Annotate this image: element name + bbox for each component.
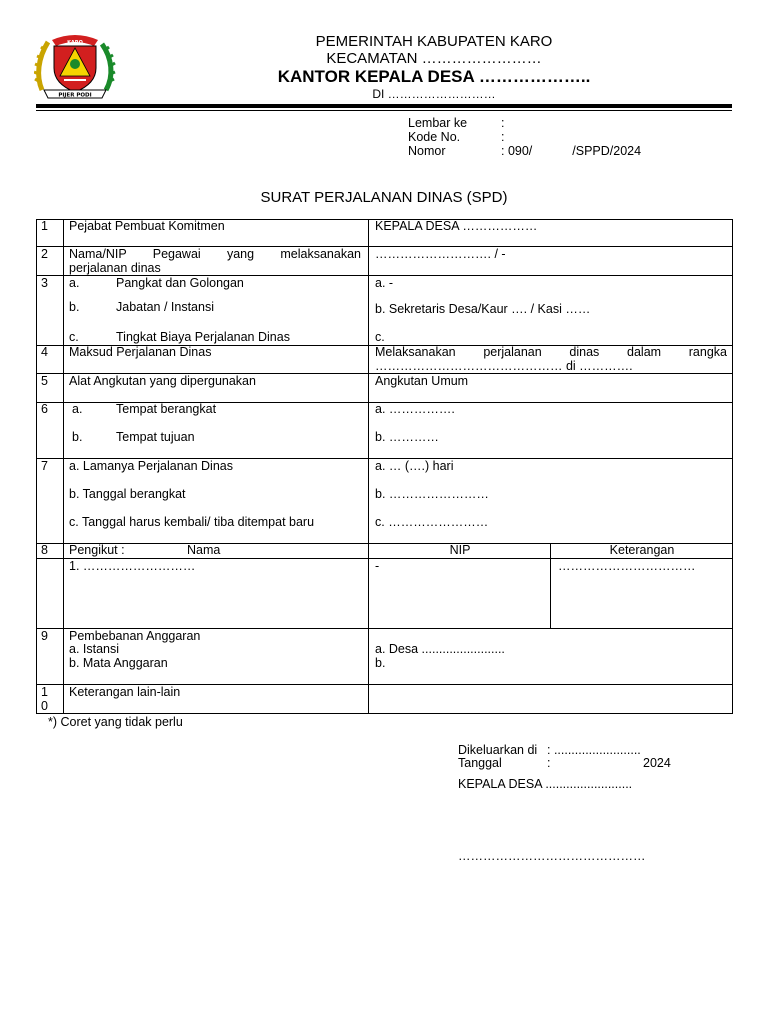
- row-10-number-line1: 1: [41, 685, 48, 699]
- row-8-col-nama: Nama: [187, 543, 221, 557]
- row-8-col-nip: NIP: [449, 543, 471, 557]
- row-6b-letter: b.: [72, 430, 83, 444]
- header-divider-thick: [36, 104, 732, 108]
- header-divider-thin: [36, 110, 732, 111]
- row-7a-value: a. … (….) hari: [375, 459, 454, 473]
- row-6a-label: Tempat berangkat: [116, 402, 217, 416]
- row-9-label-line2: a. Istansi: [69, 642, 120, 656]
- dikeluarkan-label: Dikeluarkan di: [458, 743, 538, 757]
- header-location: DI ………………………: [372, 87, 496, 101]
- row-10-number-line2: 0: [41, 699, 48, 713]
- footnote: *) Coret yang tidak perlu: [48, 715, 183, 729]
- header-office: KANTOR KEPALA DESA ………………..: [277, 67, 591, 86]
- row-2-label-line1: Nama/NIP Pegawai yang melaksanakan: [69, 247, 361, 261]
- row-8-label: Pengikut :: [69, 543, 125, 557]
- row-5-value: Angkutan Umum: [375, 374, 469, 388]
- row-3b-value: b. Sekretaris Desa/Kaur …. / Kasi ……: [375, 302, 591, 316]
- row-7c-label: c. Tanggal harus kembali/ tiba ditempat baru: [69, 515, 315, 529]
- row-3a-label: Pangkat dan Golongan: [116, 276, 244, 290]
- row-2-number: 2: [41, 247, 48, 261]
- row-8-col-keterangan: Keterangan: [609, 543, 675, 557]
- row-7a-label: a. Lamanya Perjalanan Dinas: [69, 459, 233, 473]
- row-7-number: 7: [41, 459, 48, 473]
- row-8-item-nip: -: [375, 559, 380, 573]
- row-3-number: 3: [41, 276, 48, 290]
- row-6b-value: b. …………: [375, 430, 439, 444]
- row-8-item-nama: 1. ………………………: [69, 559, 196, 573]
- header-kecamatan: KECAMATAN ……………………: [326, 50, 542, 67]
- row-3b-label: Jabatan / Instansi: [116, 300, 214, 314]
- document-title: SURAT PERJALANAN DINAS (SPD): [260, 189, 508, 206]
- lembar-value: :: [501, 116, 505, 130]
- row-3a-letter: a.: [69, 276, 80, 290]
- row-4-value-line2: ……………………………………… di ………….: [375, 359, 633, 373]
- row-1-number: 1: [41, 219, 48, 233]
- row-9-label-line1: Pembebanan Anggaran: [69, 629, 201, 643]
- signer-position: KEPALA DESA .........................: [458, 777, 633, 791]
- header-government: PEMERINTAH KABUPATEN KARO: [315, 33, 553, 50]
- row-4-value-line1: Melaksanakan perjalanan dinas dalam rangka: [375, 345, 727, 359]
- row-6-number: 6: [41, 402, 48, 416]
- tanggal-value: :: [547, 756, 551, 770]
- row-8-number: 8: [41, 543, 48, 557]
- row-6a-value: a. …………….: [375, 402, 455, 416]
- tanggal-year: 2024: [643, 756, 671, 770]
- nomor-value: : 090/: [501, 144, 533, 158]
- row-3c-label: Tingkat Biaya Perjalanan Dinas: [116, 330, 290, 344]
- row-9-value-line2: b.: [375, 656, 386, 670]
- row-4-label: Maksud Perjalanan Dinas: [69, 345, 212, 359]
- nomor-label: Nomor: [408, 144, 446, 158]
- row-9-label-line3: b. Mata Anggaran: [69, 656, 168, 670]
- row-8-item-keterangan: ……………………………: [558, 559, 696, 573]
- row-7b-value: b. ……………………: [375, 487, 489, 501]
- nomor-suffix: /SPPD/2024: [572, 144, 642, 158]
- row-1-value: KEPALA DESA ………………: [375, 219, 538, 233]
- row-9-number: 9: [41, 629, 48, 643]
- row-7c-value: c. ……………………: [375, 515, 489, 529]
- row-5-number: 5: [41, 374, 48, 388]
- dikeluarkan-value: : .........................: [547, 743, 641, 757]
- row-10-label: Keterangan lain-lain: [69, 685, 181, 699]
- row-2-value: ………………………. / -: [375, 247, 506, 261]
- row-1-label: Pejabat Pembuat Komitmen: [69, 219, 225, 233]
- kode-label: Kode No.: [408, 130, 461, 144]
- row-6a-letter: a.: [72, 402, 83, 416]
- row-3c-letter: c.: [69, 330, 79, 344]
- row-2-label-line2: perjalanan dinas: [69, 261, 161, 275]
- row-9-value-line1: a. Desa ........................: [375, 642, 505, 656]
- row-3c-value: c.: [375, 330, 385, 344]
- dikeluarkan-line: [458, 743, 641, 757]
- document-meta: [408, 116, 641, 158]
- tanggal-label: Tanggal: [458, 756, 502, 770]
- row-3a-value: a. -: [375, 276, 394, 290]
- logo-motto: PIJER PODI: [58, 92, 92, 99]
- kode-value: :: [501, 130, 505, 144]
- signer-name: ………………………………………: [458, 849, 646, 863]
- logo-letters: KARO: [67, 40, 83, 46]
- row-4-number: 4: [41, 345, 48, 359]
- row-6b-label: Tempat tujuan: [116, 430, 195, 444]
- row-5-label: Alat Angkutan yang dipergunakan: [69, 374, 256, 388]
- lembar-label: Lembar ke: [408, 116, 468, 130]
- row-7b-label: b. Tanggal berangkat: [69, 487, 186, 501]
- tanggal-line: [458, 756, 671, 770]
- kabupaten-karo-logo: [34, 32, 116, 102]
- row-3b-letter: b.: [69, 300, 80, 314]
